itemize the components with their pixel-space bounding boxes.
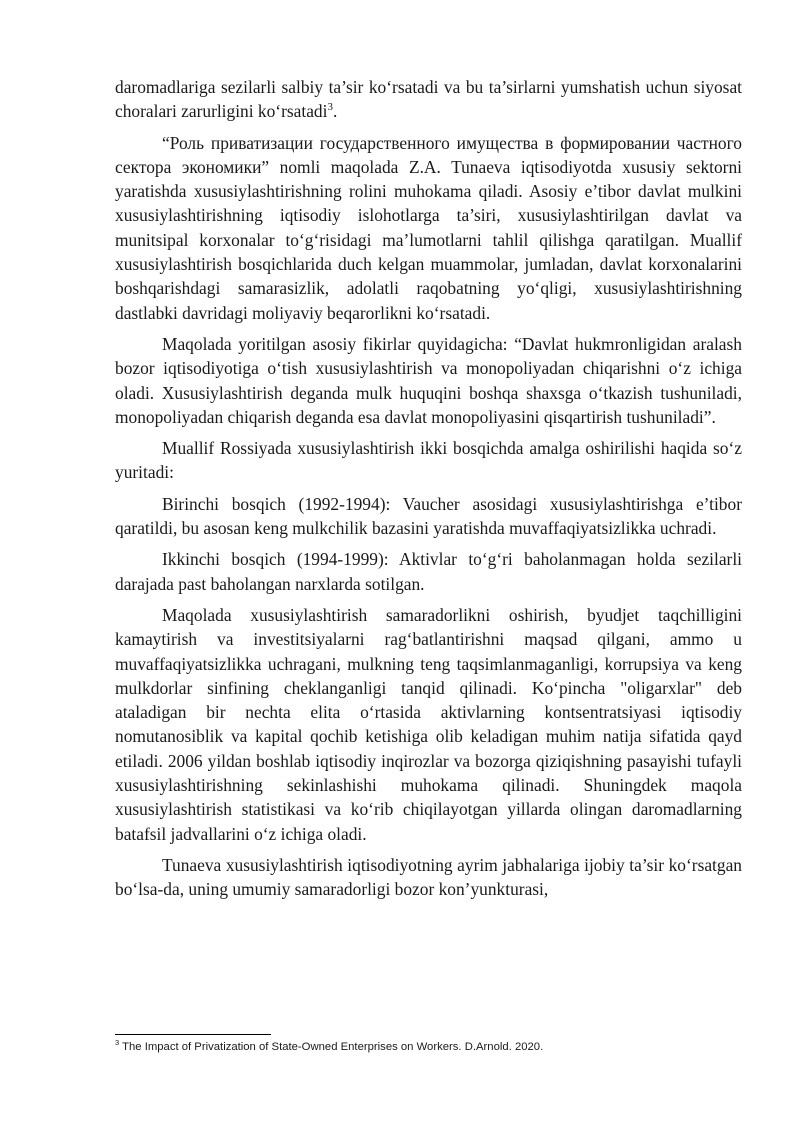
body-text (115, 75, 742, 909)
paragraph-1 (115, 75, 742, 124)
paragraph-1-text: daromadlariga sezilarli salbiy ta’sir ko‘rsatadi va bu ta’sirlarni yumshatish uchun siyosat choralari zarurligini ko‘rsatadi (115, 77, 742, 122)
footnote (115, 1040, 755, 1055)
footnote-reference: 3 (327, 101, 333, 114)
footnote-text: The Impact of Privatization of State-Owned Enterprises on Workers. D.Arnold. 2020. (119, 1041, 544, 1053)
paragraph-4: Muallif Rossiyada xususiylashtirish ikki bosqichda amalga oshirilishi haqida so‘z yuritadi: (115, 438, 742, 483)
paragraph-3: Maqolada yoritilgan asosiy fikirlar quyidagicha: “Davlat hukmronligidan aralash bozor iqtisodiyotiga o‘tish xususiylashtirish va monopoliyadan chiqarishni o‘z ichiga oladi. Xususiylashtirish deganda mulk huquqini boshqa shaxsga o‘tkazish tushuniladi, monopoliyadan chiqarish deganda esa davlat monopoliyasini qisqartirish tushuniladi”. (115, 333, 742, 427)
paragraph-8: Tunaeva xususiylashtirish iqtisodiyotning ayrim jabhalariga ijobiy ta’sir ko‘rsatgan bo‘lsa-da, uning umumiy samaradorligi bozor kon’yunkturasi, (115, 854, 742, 900)
paragraph-1-end: . (332, 101, 338, 122)
footnote-separator (115, 1034, 271, 1035)
paragraph-5: Birinchi bosqich (1992-1994): Vaucher asosidagi xususiylashtirishga e’tibor qaratildi, bu asosan keng mulkchilik bazasini yaratishda muvaffaqiyatsizlikka uchradi. (115, 493, 742, 539)
paragraph-7: Maqolada xususiylashtirish samaradorlikni oshirish, byudjet taqchilligini kamaytirish va investitsiyalarni rag‘batlantirishni maqsad qilgani, ammo u muvaffaqiyatsizlikka uchragani, mulkning teng taqsimlanmaganligi, korrupsiya va keng mulkdorlar sinfining cheklanganligi tanqid qilinadi. Ko‘pincha "oligarxlar" deb ataladigan bir nechta elita o‘rtasida aktivlarning kontsentratsiyasi iqtisodiy nomutanosiblik va kapital qochib ketishiga olib keladigan muhim natija sifatida qayd etiladi. 2006 yildan boshlab iqtisodiy inqirozlar va bozorga qiziqishning pasayishi tufayli xususiylashtirishning sekinlashishi muhokama qilinadi. Shuningdek maqola xususiylashtirish statistikasi va ko‘rib chiqilayotgan yillarda olingan daromadlarning batafsil jadvallarini o‘z ichiga oladi. (115, 604, 742, 844)
paragraph-6: Ikkinchi bosqich (1994-1999): Aktivlar to‘g‘ri baholanmagan holda sezilarli darajada past baholangan narxlarda sotilgan. (115, 549, 742, 594)
footnote-mark: 3 (115, 1038, 120, 1048)
paragraph-2: “Роль приватизации государственного имущества в формировании частного сектора экономики” nomli maqolada Z.A. Tunaeva iqtisodiyotda xususiy sektorni yaratishda xususiylashtirishning rolini muhokama qiladi. Asosiy e’tibor davlat mulkini xususiylashtirishning iqtisodiy islohotlarga ta’siri, xususiylashtirilgan davlat va munitsipal korxonalar to‘g‘risidagi ma’lumotlarni tahlil qilishga qaratilgan. Muallif xususiylashtirish bosqichlarida duch kelgan muammolar, jumladan, davlat korxonalarini boshqarishdagi samarasizlik, adolatli raqobatning yo‘qligi, xususiylashtirishning dastlabki davridagi moliyaviy beqarorlikni ko‘rsatadi. (115, 132, 742, 323)
